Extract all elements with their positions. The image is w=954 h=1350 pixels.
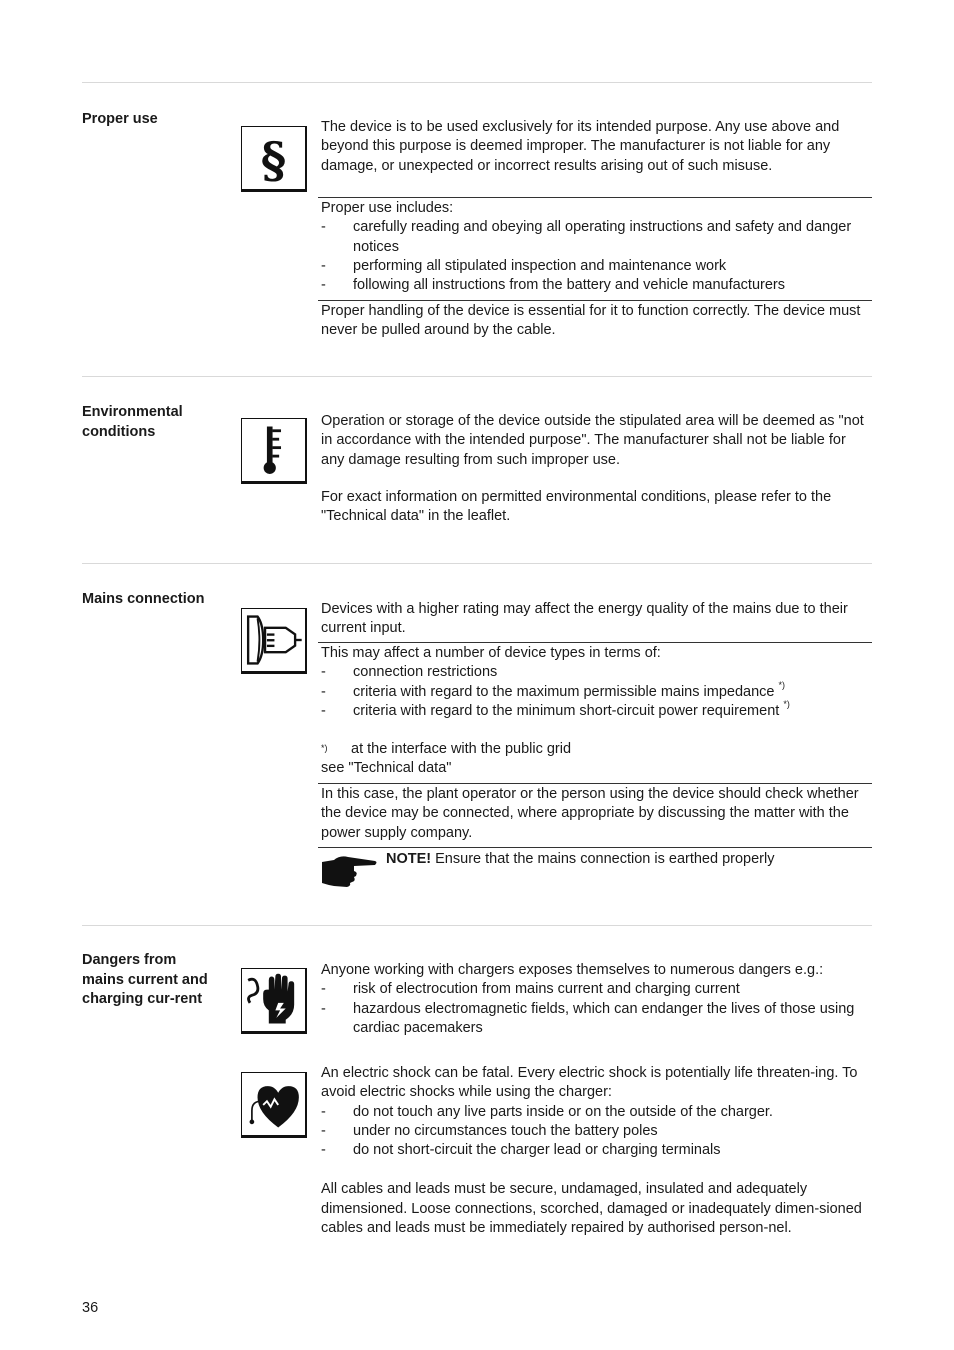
section-divider bbox=[82, 563, 872, 564]
separator-line bbox=[318, 642, 872, 643]
mains-intro bbox=[321, 600, 872, 639]
list-item: - following all instructions from the battery and vehicle manufacturers bbox=[321, 277, 785, 294]
cables-paragraph: All cables and leads must be secure, undamaged, insulated and adequately dimensioned. Loose connections, scorched, damaged or inadequately dimen-sioned cables and leads must be immediately repaired by authorised person-nel. bbox=[321, 1181, 862, 1237]
device-types-intro: This may affect a number of device types in terms of: bbox=[321, 645, 661, 661]
environmental-text bbox=[321, 412, 872, 526]
list-item: - risk of electrocution from mains current and charging current bbox=[321, 981, 740, 998]
thermometer-icon bbox=[241, 418, 307, 484]
section-divider bbox=[82, 925, 872, 926]
list-item: - connection restrictions bbox=[321, 664, 498, 681]
pacemaker-heart-icon bbox=[241, 1072, 307, 1138]
svg-text:§: § bbox=[260, 130, 287, 189]
list-item: - carefully reading and obeying all operating instructions and safety and danger notices bbox=[321, 219, 852, 255]
separator-line bbox=[318, 783, 872, 784]
note bbox=[386, 850, 872, 869]
footnote-marker: *) bbox=[778, 679, 785, 690]
heading-dangers: Dangers from mains current and charging cur-rent bbox=[82, 952, 208, 1007]
note-label: NOTE! bbox=[386, 851, 432, 867]
paragraph-icon bbox=[241, 126, 307, 192]
environmental-paragraph: Operation or storage of the device outside the stipulated area will be deemed as "not in accordance with the intended purpose". The manufacturer shall not be liable for any damage resulting from such improper use. bbox=[321, 413, 864, 468]
separator-line bbox=[318, 197, 872, 198]
list-item: - performing all stipulated inspection and maintenance work bbox=[321, 257, 727, 274]
list-item: - under no circumstances touch the battery poles bbox=[321, 1122, 658, 1139]
heading-mains-connection: Mains connection bbox=[82, 591, 205, 607]
environmental-reference: For exact information on permitted environmental conditions, please refer to the "Technical data" in the leaflet. bbox=[321, 488, 832, 525]
list-item: - hazardous electromagnetic fields, which can endanger the lives of those using cardiac pacemakers bbox=[321, 1000, 855, 1036]
mains-device-types bbox=[321, 644, 872, 779]
mains-paragraph: Devices with a higher rating may affect the energy quality of the mains due to their current input. bbox=[321, 601, 848, 637]
list-item: - do not touch any live parts inside or on the outside of the charger. bbox=[321, 1103, 773, 1120]
separator-line bbox=[318, 847, 872, 848]
dangers-paragraph: Anyone working with chargers exposes themselves to numerous dangers e.g.: bbox=[321, 962, 824, 978]
footnote: *) at the interface with the public grid bbox=[321, 741, 572, 758]
heading-environmental: Environmental conditions bbox=[82, 404, 183, 440]
proper-use-includes bbox=[321, 199, 872, 295]
footnote-marker: *) bbox=[783, 698, 790, 709]
pointing-hand-icon bbox=[320, 852, 378, 888]
proper-handling-text: Proper handling of the device is essential for it to function correctly. The device must never be pulled around by the cable. bbox=[321, 303, 861, 339]
heading-proper-use: Proper use bbox=[82, 111, 158, 127]
proper-handling bbox=[321, 302, 872, 341]
proper-use-paragraph: The device is to be used exclusively for its intended purpose. Any use above and beyond this purpose is deemed improper. The manufacturer is not liable for any damage, or unexpected or incorrect results arising out of such misuse. bbox=[321, 119, 840, 174]
list-item: - criteria with regard to the minimum short-circuit power requirement *) bbox=[321, 698, 790, 719]
separator-line bbox=[318, 300, 872, 301]
technical-data-reference: see "Technical data" bbox=[321, 760, 452, 777]
includes-label: Proper use includes: bbox=[321, 200, 454, 216]
page-number: 36 bbox=[82, 1300, 99, 1316]
mains-plug-icon bbox=[241, 608, 307, 674]
section-divider bbox=[82, 376, 872, 377]
dangers-intro bbox=[321, 961, 872, 1038]
mains-check bbox=[321, 785, 872, 843]
electric-shock-paragraph: An electric shock can be fatal. Every electric shock is potentially life threaten-ing. To avoid electric shocks while using the charger: bbox=[321, 1065, 858, 1101]
mains-check-text: In this case, the plant operator or the person using the device should check whether the device may be connected, where appropriate by discussing the matter with the power supply company. bbox=[321, 786, 859, 841]
list-item: - criteria with regard to the maximum permissible mains impedance *) bbox=[321, 679, 785, 700]
list-item: - do not short-circuit the charger lead or charging terminals bbox=[321, 1142, 721, 1159]
note-text: Ensure that the mains connection is earthed properly bbox=[431, 851, 775, 867]
electric-shock-warning bbox=[321, 1064, 872, 1238]
section-divider bbox=[82, 82, 872, 83]
proper-use-intro bbox=[321, 118, 872, 176]
electric-shock-hand-icon bbox=[241, 968, 307, 1034]
